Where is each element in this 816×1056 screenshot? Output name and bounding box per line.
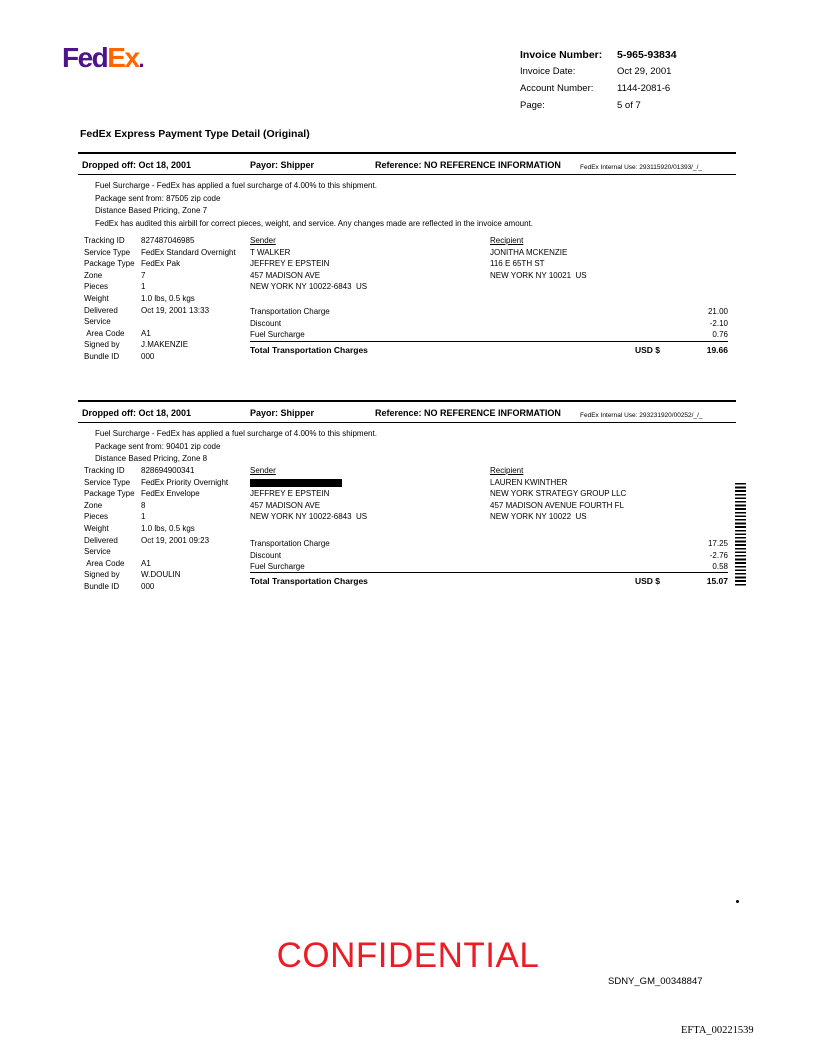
detail-row (84, 569, 228, 581)
detail-label: Weight (84, 293, 109, 303)
sender-label: Sender (250, 466, 276, 475)
dot-mark (736, 900, 739, 903)
detail-label: Delivered (84, 305, 118, 315)
detail-row (84, 270, 236, 282)
detail-value: J.MAKENZIE (141, 340, 189, 350)
address-line: NEW YORK STRATEGY GROUP LLC (490, 489, 627, 499)
charge-amount: 0.58 (712, 562, 728, 572)
address-line: 116 E 65TH ST (490, 259, 545, 269)
shipment-2-header (78, 400, 736, 423)
account-number-row (520, 83, 677, 100)
charge-row (250, 329, 728, 341)
page-label: Page: (520, 100, 545, 111)
charge-row (250, 306, 728, 318)
charge-amount: -2.76 (709, 550, 728, 560)
charge-row (250, 550, 728, 562)
sender-lines (250, 247, 482, 293)
detail-label: Tracking ID (84, 466, 125, 475)
address-line: JEFFREY E EPSTEIN (250, 259, 330, 269)
redaction-bar (250, 479, 342, 487)
detail-row (84, 535, 228, 547)
total-label: Total Transportation Charges (250, 345, 368, 355)
detail-row (84, 465, 228, 477)
detail-value: 7 (141, 270, 146, 280)
shipment-block-1 (78, 152, 736, 368)
total-currency: USD $ (635, 576, 661, 586)
total-amount: 19.66 (706, 345, 728, 355)
detail-row (84, 235, 236, 247)
barcode (735, 483, 746, 586)
bates-number-efta: EFTA_00221539 (681, 1025, 754, 1036)
sender-label: Sender (250, 236, 276, 245)
invoice-date-row (520, 66, 677, 83)
charge-amount: -2.10 (709, 318, 728, 328)
total-amount: 15.07 (706, 576, 728, 586)
shipment-1-charges (250, 306, 728, 341)
recipient-label: Recipient (490, 236, 524, 245)
detail-row (84, 581, 228, 593)
logo-dot: . (138, 47, 144, 72)
shipment-2-details (84, 465, 228, 593)
detail-label: Signed by (84, 340, 120, 350)
detail-value: 827487046985 (141, 236, 195, 245)
note-line: Distance Based Pricing, Zone 7 (95, 206, 208, 215)
detail-row (84, 546, 228, 558)
payor-text: Payor: Shipper (250, 160, 315, 170)
invoice-number-label: Invoice Number: (520, 49, 603, 61)
shipment-block-2 (78, 400, 736, 596)
shipment-2-sender (250, 465, 482, 523)
detail-value: 828694900341 (141, 466, 195, 475)
charge-row (250, 538, 728, 550)
detail-row (84, 328, 236, 340)
confidential-stamp: CONFIDENTIAL (276, 936, 540, 975)
shipment-1-total (250, 341, 728, 357)
shipment-1-recipient (490, 235, 722, 281)
charge-row (250, 318, 728, 330)
account-number-value: 1144-2081-6 (617, 83, 671, 94)
detail-value: 1.0 lbs, 0.5 kgs (141, 523, 195, 533)
detail-row (84, 511, 228, 523)
detail-value: 1 (141, 512, 146, 522)
note-line: Package sent from: 87505 zip code (95, 193, 221, 203)
charge-amount: 17.25 (707, 539, 728, 548)
detail-label: Service (84, 547, 111, 557)
invoice-date-label: Invoice Date: (520, 66, 576, 77)
detail-label: Package Type (84, 489, 135, 499)
internal-use-text: FedEx Internal Use: 293115920/01393/_/_ (580, 164, 703, 171)
detail-row (84, 523, 228, 535)
detail-value: 1.0 lbs, 0.5 kgs (141, 293, 195, 303)
charge-label: Transportation Charge (250, 539, 330, 548)
detail-label: Area Code (84, 558, 125, 568)
sender-lines (250, 488, 482, 523)
invoice-number-value: 5-965-93834 (617, 49, 677, 61)
shipment-1-details (84, 235, 236, 363)
shipment-2-recipient (490, 465, 722, 523)
reference-text: Reference: NO REFERENCE INFORMATION (375, 408, 561, 418)
dropped-off-text: Dropped off: Oct 18, 2001 (82, 408, 192, 418)
detail-row (84, 500, 228, 512)
invoice-number-row (520, 49, 677, 66)
charge-label: Discount (250, 550, 282, 560)
detail-label: Delivered (84, 535, 118, 545)
detail-row (84, 316, 236, 328)
recipient-lines (490, 247, 722, 282)
shipment-1-notes (95, 180, 533, 230)
detail-label: Pieces (84, 282, 109, 292)
charge-amount: 21.00 (707, 307, 728, 316)
internal-use-text: FedEx Internal Use: 293231920/00252/_/_ (580, 412, 703, 419)
detail-row (84, 305, 236, 317)
charge-label: Transportation Charge (250, 307, 330, 316)
detail-value: 000 (141, 581, 155, 591)
detail-value: FedEx Standard Overnight (141, 247, 236, 257)
note-line: FedEx has audited this airbill for correct pieces, weight, and service. Any changes made are reflected in the invoice amount. (95, 218, 534, 228)
detail-label: Tracking ID (84, 236, 125, 245)
detail-row (84, 477, 228, 489)
charge-label: Fuel Surcharge (250, 330, 305, 340)
detail-value: 8 (141, 500, 146, 510)
detail-label: Weight (84, 523, 109, 533)
address-line: NEW YORK NY 10022 US (490, 512, 587, 522)
detail-label: Signed by (84, 570, 120, 580)
note-line: Fuel Surcharge - FedEx has applied a fuel surcharge of 4.00% to this shipment. (95, 429, 377, 438)
note-line: Fuel Surcharge - FedEx has applied a fuel surcharge of 4.00% to this shipment. (95, 181, 377, 190)
detail-value: Oct 19, 2001 09:23 (141, 535, 210, 545)
note-line: Package sent from: 90401 zip code (95, 441, 221, 451)
shipment-2-charges (250, 538, 728, 573)
detail-row (84, 281, 236, 293)
detail-row (84, 258, 236, 270)
detail-label: Service (84, 317, 111, 327)
invoice-date-value: Oct 29, 2001 (617, 66, 672, 77)
charge-amount: 0.76 (712, 330, 728, 340)
page-value: 5 of 7 (617, 100, 641, 111)
address-line: 457 MADISON AVENUE FOURTH FL (490, 500, 624, 510)
document-title: FedEx Express Payment Type Detail (Original) (80, 128, 310, 140)
total-label: Total Transportation Charges (250, 576, 368, 586)
detail-label: Bundle ID (84, 581, 120, 591)
charge-label: Fuel Surcharge (250, 562, 305, 572)
detail-label: Area Code (84, 328, 125, 338)
detail-row (84, 247, 236, 259)
total-currency: USD $ (635, 345, 661, 355)
detail-row (84, 293, 236, 305)
address-line: LAUREN KWINTHER (490, 477, 568, 487)
page-row (520, 100, 677, 117)
detail-row (84, 351, 236, 363)
detail-value: FedEx Priority Overnight (141, 477, 229, 487)
detail-value: A1 (141, 558, 151, 568)
detail-row (84, 488, 228, 500)
address-line: NEW YORK NY 10022-6843 US (250, 282, 368, 292)
detail-label: Pieces (84, 512, 109, 522)
detail-value: W.DOULIN (141, 570, 181, 580)
detail-value: FedEx Pak (141, 259, 181, 269)
charge-label: Discount (250, 318, 282, 328)
shipment-2-total (250, 572, 728, 588)
recipient-label: Recipient (490, 466, 524, 475)
address-line: NEW YORK NY 10022-6843 US (250, 512, 368, 522)
logo-fed-text: Fed (62, 42, 108, 73)
account-number-label: Account Number: (520, 83, 594, 94)
invoice-info (520, 49, 677, 117)
address-line: 457 MADISON AVE (250, 270, 321, 280)
address-line: T WALKER (250, 247, 291, 257)
detail-label: Zone (84, 270, 103, 280)
detail-label: Service Type (84, 477, 131, 487)
shipment-1-header (78, 152, 736, 175)
shipment-2-notes (95, 428, 377, 466)
address-line: JONITHA MCKENZIE (490, 247, 568, 257)
note-line: Distance Based Pricing, Zone 8 (95, 454, 208, 463)
detail-label: Bundle ID (84, 351, 120, 361)
address-line: JEFFREY E EPSTEIN (250, 489, 330, 499)
reference-text: Reference: NO REFERENCE INFORMATION (375, 160, 561, 170)
shipment-1-sender (250, 235, 482, 293)
detail-value: FedEx Envelope (141, 489, 200, 499)
dropped-off-text: Dropped off: Oct 18, 2001 (82, 160, 192, 170)
detail-value: 1 (141, 282, 146, 292)
address-line: 457 MADISON AVE (250, 500, 321, 510)
detail-label: Zone (84, 500, 103, 510)
fedex-logo (62, 42, 143, 74)
detail-value: Oct 19, 2001 13:33 (141, 305, 210, 315)
detail-value: 000 (141, 351, 155, 361)
detail-value: A1 (141, 328, 151, 338)
detail-row (84, 339, 236, 351)
payor-text: Payor: Shipper (250, 408, 315, 418)
detail-label: Service Type (84, 247, 131, 257)
bates-number-sdny: SDNY_GM_00348847 (608, 976, 703, 987)
detail-row (84, 558, 228, 570)
detail-label: Package Type (84, 259, 135, 269)
logo-ex-text: Ex (107, 42, 139, 73)
address-line: NEW YORK NY 10021 US (490, 270, 587, 280)
recipient-lines (490, 477, 722, 523)
